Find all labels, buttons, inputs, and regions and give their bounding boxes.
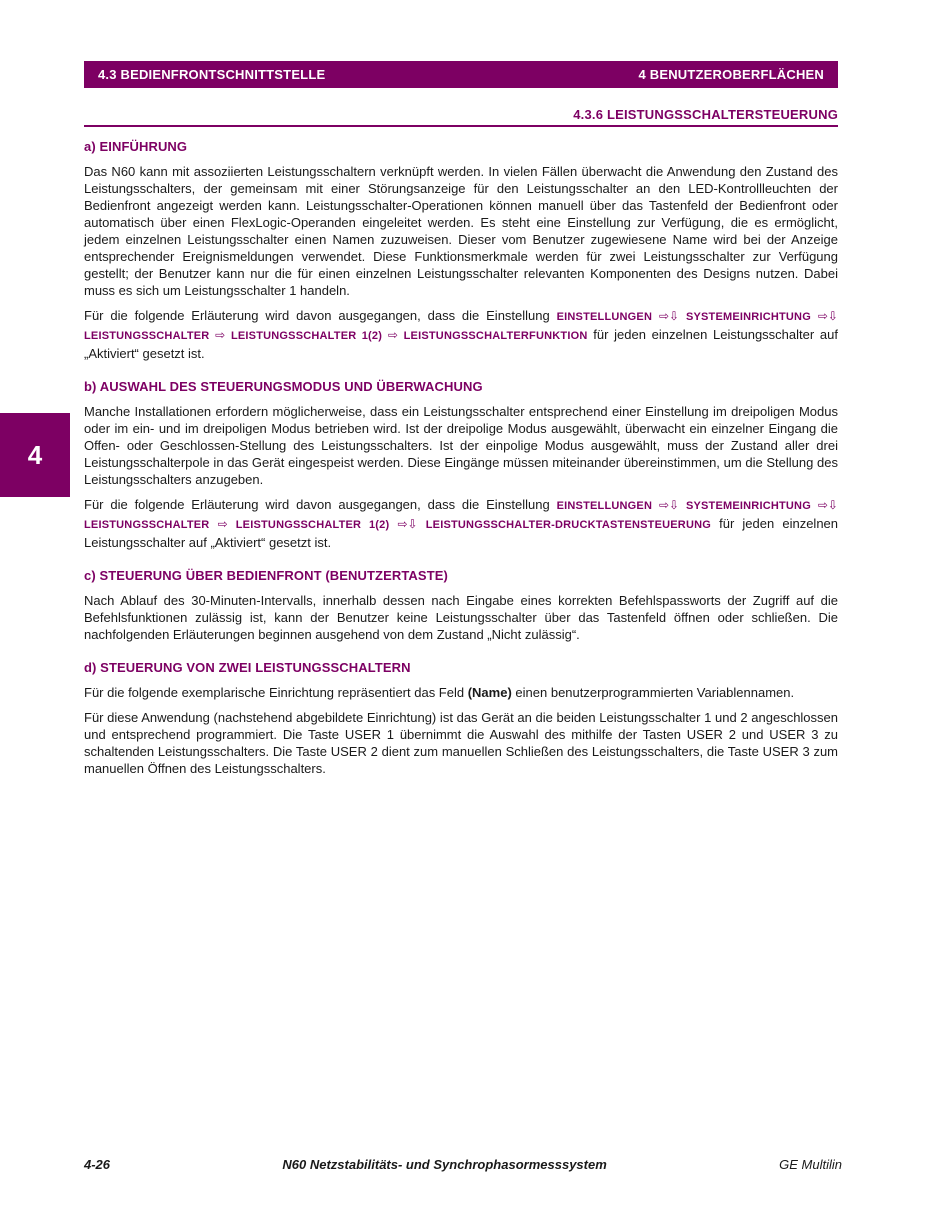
section-d-paragraph-1	[84, 684, 838, 701]
settings-path-item: LEISTUNGSSCHALTER	[84, 519, 210, 531]
header-right: 4 BENUTZEROBERFLÄCHEN	[638, 67, 824, 82]
text: für jeden einzelnen Leistungsschalter auf „Aktiviert“ gesetzt ist.	[84, 327, 838, 361]
settings-path-item: EINSTELLUNGEN	[556, 311, 653, 323]
field-name-bold: (Name)	[467, 685, 512, 700]
settings-path-item: LEISTUNGSSCHALTER 1(2)	[230, 330, 383, 342]
section-c	[84, 568, 838, 643]
company-name: GE Multilin	[779, 1157, 842, 1172]
arrow-down-icon: ⇩	[669, 309, 680, 323]
header-left: 4.3 BEDIENFRONTSCHNITTSTELLE	[98, 67, 326, 82]
arrow-down-icon: ⇩	[669, 498, 680, 512]
section-a	[84, 139, 838, 362]
running-header	[84, 61, 838, 88]
page-number: 4-26	[84, 1157, 111, 1172]
arrow-right-icon: ⇨	[397, 517, 408, 531]
text: Für die folgende exemplarische Einrichtung repräsentiert das Feld	[84, 685, 465, 700]
arrow-right-icon: ⇨	[387, 328, 398, 342]
settings-path-item: LEISTUNGSSCHALTER-DRUCKTASTENSTEUERUNG	[425, 519, 711, 531]
arrow-right-icon: ⇨	[817, 309, 828, 323]
page-content	[84, 139, 838, 794]
section-d-paragraph-2: Für diese Anwendung (nachstehend abgebildete Einrichtung) ist das Gerät an die beiden Leistungsschalter 1 und 2 angeschlossen und entsprechend programmiert. Die Taste USER 1 übernimmt die Auswahl des mithilfe der Tasten USER 2 und USER 3 zu schaltenden Leistungsschalters. Die Taste USER 2 dient zum manuellen Schließen des Leistungsschalters, die Taste USER 3 zum manuellen Öffnen des Leistungsschalters.	[84, 710, 838, 776]
section-a-paragraph-1: Das N60 kann mit assoziierten Leistungsschaltern verknüpft werden. In vielen Fällen überwacht die Anwendung den Zustand des Leistungsschalters, der gemeinsam mit einer Störungsanzeige für den Leistungsschalter an den LED-Kontrollleuchten der Bedienfront angezeigt werden kann. Leistungsschalter-Operationen können manuell über das Tastenfeld der Bedienfront oder automatisch über einen FlexLogic-Operanden eingeleitet werden. Es steht eine Einstellung zur Verfügung, die es ermöglicht, jedem einzelnen Leistungsschalter einen Namen zuzuweisen. Dieser vom Benutzer zugewiesene Name wird bei der Anzeige entsprechender Ereignismeldungen verwendet. Diese Funktionsmerkmale werden für zwei Leistungsschalter zur Verfügung gestellt; der Benutzer kann nur die für einen einzelnen Leistungsschalter relevanten Komponenten des Designs nutzen. Dabei muss es sich um Leistungsschalter 1 handeln.	[84, 164, 838, 298]
page-footer	[84, 1157, 842, 1172]
section-d	[84, 660, 838, 777]
arrow-right-icon: ⇨	[817, 498, 828, 512]
section-b-heading: b) AUSWAHL DES STEUERUNGSMODUS UND ÜBERWACHUNG	[84, 379, 483, 394]
section-d-heading: d) STEUERUNG VON ZWEI LEISTUNGSSCHALTERN	[84, 660, 411, 675]
arrow-down-icon: ⇩	[827, 309, 838, 323]
text: Für die folgende Erläuterung wird davon ausgegangen, dass die Einstellung	[84, 497, 550, 512]
arrow-down-icon: ⇩	[407, 517, 418, 531]
settings-path-item: LEISTUNGSSCHALTER 1(2)	[235, 519, 390, 531]
text: Für die folgende Erläuterung wird davon ausgegangen, dass die Einstellung	[84, 308, 550, 323]
section-b	[84, 379, 838, 551]
product-title: N60 Netzstabilitäts- und Synchrophasormesssystem	[282, 1157, 607, 1172]
settings-path-item: LEISTUNGSSCHALTERFUNKTION	[403, 330, 588, 342]
section-title: 4.3.6 LEISTUNGSSCHALTERSTEUERUNG	[84, 107, 838, 127]
arrow-right-icon: ⇨	[217, 517, 228, 531]
section-c-paragraph-1: Nach Ablauf des 30-Minuten-Intervalls, innerhalb dessen nach Eingabe eines korrekten Befehlspassworts der Zugriff auf die Befehlsfunktionen zulässig ist, kann der Benutzer keine Leistungsschalter über das Tastenfeld öffnen oder schließen. Die nachfolgenden Erläuterungen beginnen ausgehend von dem Zustand „Nicht zulässig“.	[84, 593, 838, 642]
arrow-right-icon: ⇨	[658, 498, 670, 512]
arrow-right-icon: ⇨	[215, 328, 226, 342]
arrow-right-icon: ⇨	[658, 309, 670, 323]
section-b-paragraph-1: Manche Installationen erfordern möglicherweise, dass ein Leistungsschalter entsprechend einer Einstellung im dreipoligen Modus oder im ein- und im dreipoligen Modus betrieben wird. Ist der dreipolige Modus ausgewählt, überwacht ein einzelner Eingang die Offen- oder Geschlossen-Stellung des Leistungsschalters. Ist der einpolige Modus ausgewählt, muss der Zustand aller drei Leistungsschalterpole in das Gerät eingespeist werden. Diese Eingänge müssen miteinander übereinstimmen, um die Stellung des Leistungsschalters anzugeben.	[84, 404, 838, 487]
chapter-tab: 4	[0, 413, 70, 497]
settings-path-item: SYSTEMEINRICHTUNG	[685, 500, 811, 512]
settings-path-item: LEISTUNGSSCHALTER	[84, 330, 210, 342]
settings-path-item: EINSTELLUNGEN	[556, 500, 653, 512]
text: einen benutzerprogrammierten Variablennamen.	[515, 685, 795, 700]
section-a-paragraph-2	[84, 307, 838, 362]
section-a-heading: a) EINFÜHRUNG	[84, 139, 188, 154]
arrow-down-icon: ⇩	[827, 498, 838, 512]
settings-path-item: SYSTEMEINRICHTUNG	[685, 311, 811, 323]
section-c-heading: c) STEUERUNG ÜBER BEDIENFRONT (BENUTZERTASTE)	[84, 568, 448, 583]
text: für jeden einzelnen Leistungsschalter auf „Aktiviert“ gesetzt ist.	[84, 516, 839, 550]
section-b-paragraph-2	[84, 496, 838, 551]
